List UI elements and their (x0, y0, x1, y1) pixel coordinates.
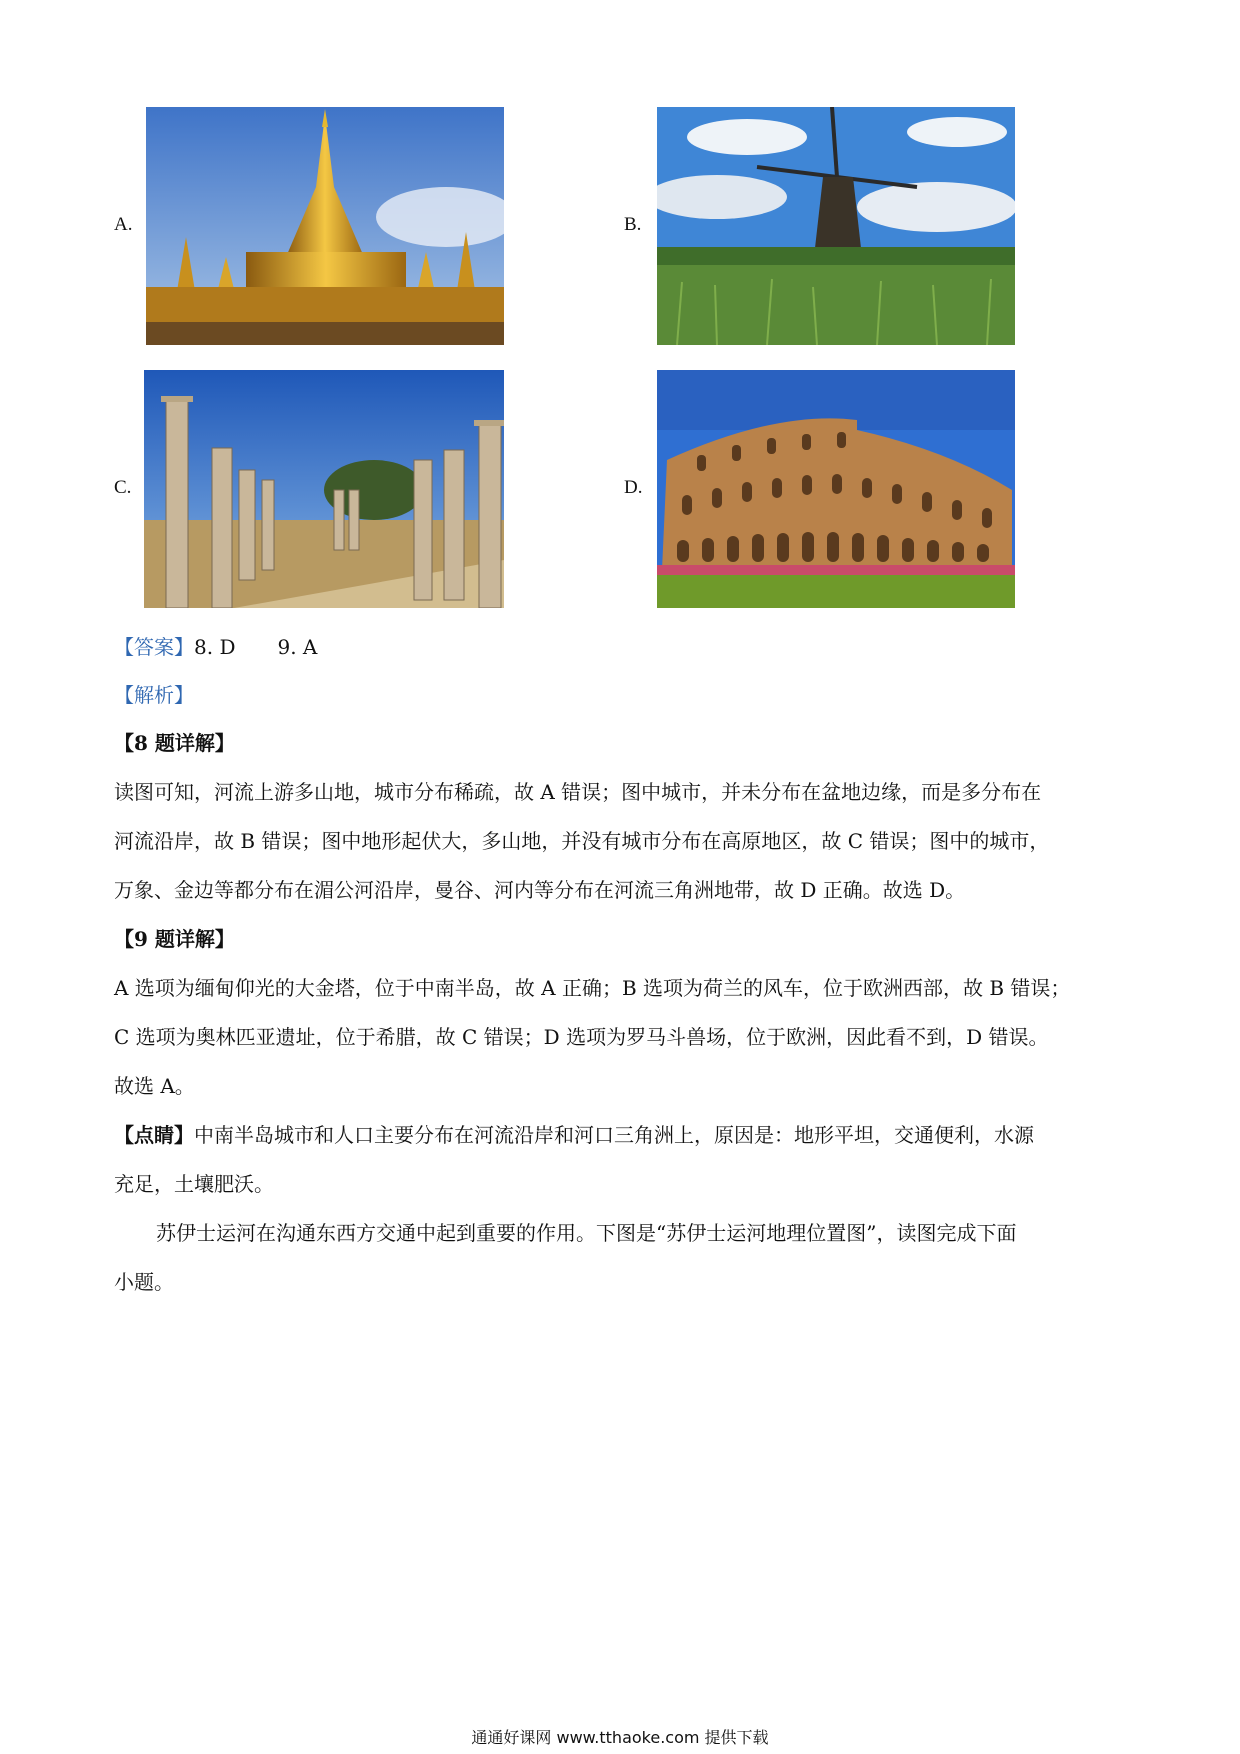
answer-q9: 9. A (277, 635, 318, 659)
intro-line-1: 苏伊士运河在沟通东西方交通中起到重要的作用。下图是“苏伊士运河地理位置图”，读图完成下面 (156, 1221, 1017, 1245)
footer-credit: 通通好课网 www.tthaoke.com 提供下载 (471, 1728, 769, 1747)
answer-tag: 【答案】 (114, 635, 194, 659)
q9-line-3: 故选 A。 (114, 1074, 195, 1098)
ruins-photo (144, 370, 504, 608)
q9-line-1: A 选项为缅甸仰光的大金塔，位于中南半岛，故 A 正确；B 选项为荷兰的风车，位于欧洲西部，故 B 错误； (114, 976, 1071, 1000)
option-b-label: B. (624, 214, 642, 235)
q8-line-3: 万象、金边等都分布在湄公河沿岸，曼谷、河内等分布在河流三角洲地带，故 D 正确。故选 D。 (114, 878, 966, 902)
q9-line-2: C 选项为奥林匹亚遗址，位于希腊，故 C 错误；D 选项为罗马斗兽场，位于欧洲，因此看不到，D 错误。 (114, 1025, 1049, 1049)
colosseum-photo (657, 370, 1015, 608)
pagoda-photo (146, 107, 504, 345)
q8-line-1: 读图可知，河流上游多山地，城市分布稀疏，故 A 错误；图中城市，并未分布在盆地边缘，而是多分布在 (114, 780, 1042, 804)
comment-text-1: 中南半岛城市和人口主要分布在河流沿岸和河口三角洲上，原因是：地形平坦，交通便利，水源 (194, 1123, 1034, 1147)
analysis-tag: 【解析】 (114, 683, 194, 707)
comment-line-1 (114, 1120, 1034, 1150)
q9-heading: 【9 题详解】 (114, 927, 235, 951)
q8-line-2: 河流沿岸，故 B 错误；图中地形起伏大，多山地，并没有城市分布在高原地区，故 C 错误；图中的城市， (114, 829, 1050, 853)
option-a-label: A. (114, 214, 133, 235)
option-d-label: D. (624, 477, 643, 498)
intro-line-2: 小题。 (114, 1270, 174, 1294)
windmill-photo (657, 107, 1015, 345)
comment-tag: 【点睛】 (114, 1123, 194, 1147)
q8-heading: 【8 题详解】 (114, 731, 235, 755)
option-c-label: C. (114, 477, 132, 498)
answer-q8: 8. D (194, 635, 236, 659)
answer-line (114, 632, 317, 662)
comment-line-2: 充足，土壤肥沃。 (114, 1172, 274, 1196)
